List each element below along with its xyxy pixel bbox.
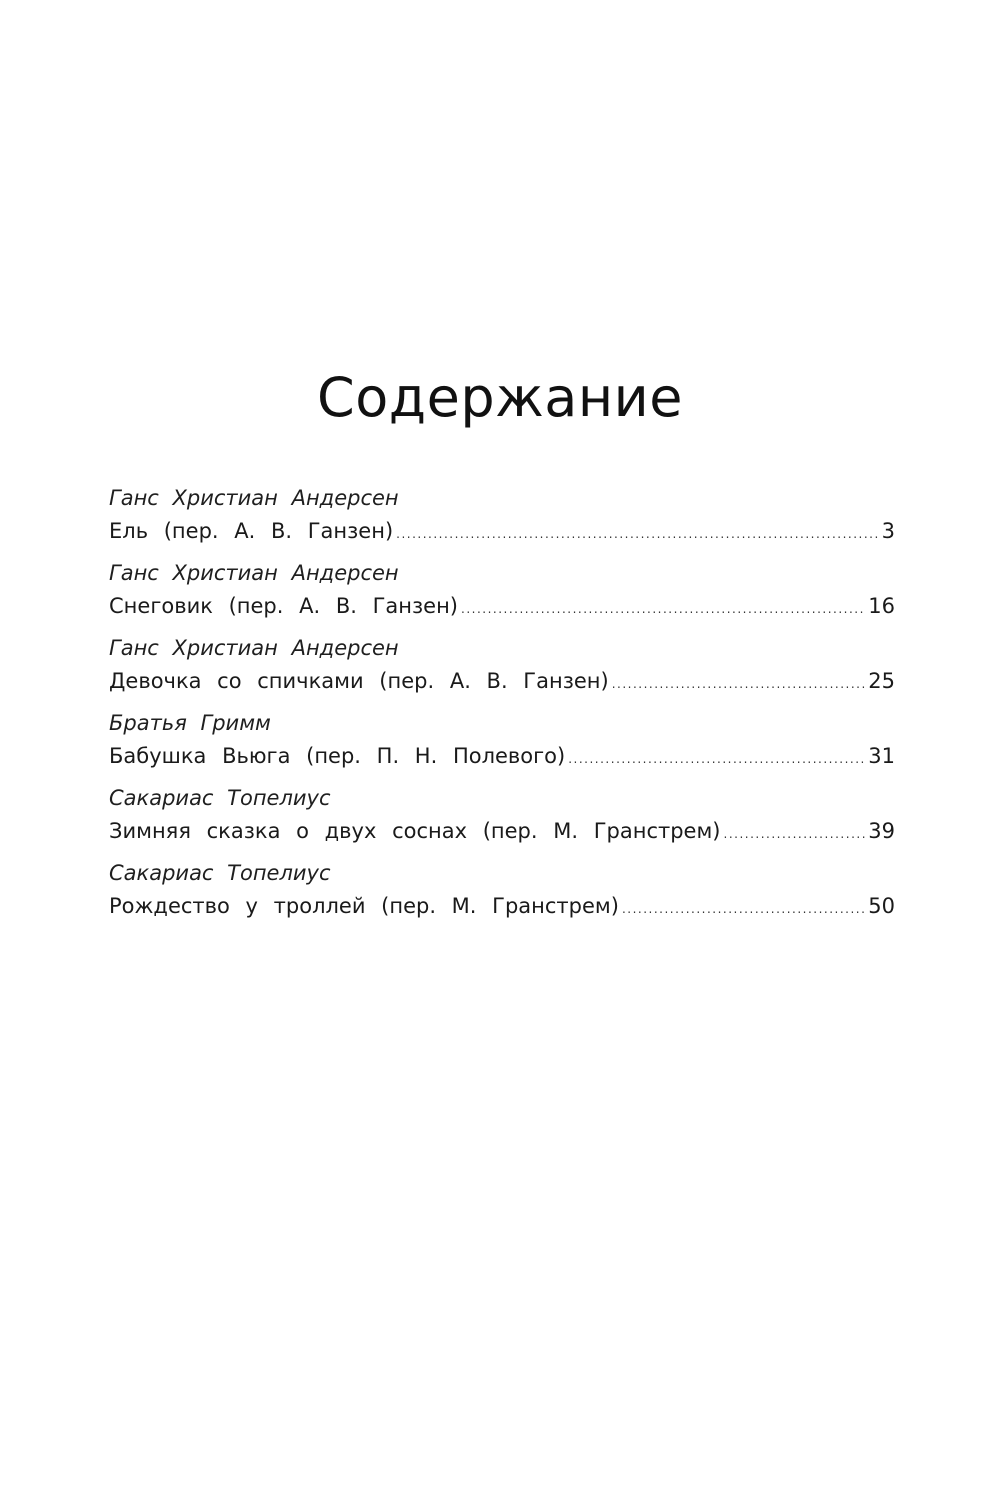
toc-page-number: 25 [868, 669, 895, 693]
toc-story-title: Рождество у троллей (пер. М. Гранстрем) [109, 894, 619, 918]
toc-line [109, 665, 895, 698]
toc-page-number: 31 [868, 744, 895, 768]
toc-entry [109, 632, 895, 707]
table-of-contents [109, 482, 895, 932]
toc-story-title: Девочка со спичками (пер. А. В. Ганзен) [109, 669, 609, 693]
toc-dot-leader [724, 818, 866, 851]
toc-author: Ганс Христиан Андерсен [109, 561, 399, 585]
toc-page-number: 50 [868, 894, 895, 918]
toc-story-title: Зимняя сказка о двух соснах (пер. М. Гранстрем) [109, 819, 721, 843]
toc-story-title: Снеговик (пер. А. В. Ганзен) [109, 594, 458, 618]
toc-author: Ганс Христиан Андерсен [109, 636, 399, 660]
toc-dot-leader [612, 668, 866, 701]
toc-dot-leader [396, 518, 878, 551]
toc-dot-leader [568, 743, 865, 776]
toc-dot-leader [461, 593, 865, 626]
toc-page-number: 3 [881, 519, 895, 543]
toc-dot-leader [622, 893, 865, 926]
toc-author: Ганс Христиан Андерсен [109, 486, 399, 510]
toc-line [109, 590, 895, 623]
toc-page-number: 16 [868, 594, 895, 618]
toc-line [109, 515, 895, 548]
toc-line [109, 815, 895, 848]
toc-line [109, 890, 895, 923]
toc-entry [109, 782, 895, 857]
toc-entry [109, 557, 895, 632]
toc-entry [109, 707, 895, 782]
toc-story-title: Ель (пер. А. В. Ганзен) [109, 519, 394, 543]
toc-author: Братья Гримм [109, 711, 271, 735]
toc-entry [109, 857, 895, 932]
toc-page-number: 39 [868, 819, 895, 843]
toc-entry [109, 482, 895, 557]
toc-line [109, 740, 895, 773]
toc-story-title: Бабушка Вьюга (пер. П. Н. Полевого) [109, 744, 566, 768]
toc-author: Сакариас Топелиус [109, 786, 331, 810]
page-title: Содержание [317, 366, 683, 429]
toc-author: Сакариас Топелиус [109, 861, 331, 885]
